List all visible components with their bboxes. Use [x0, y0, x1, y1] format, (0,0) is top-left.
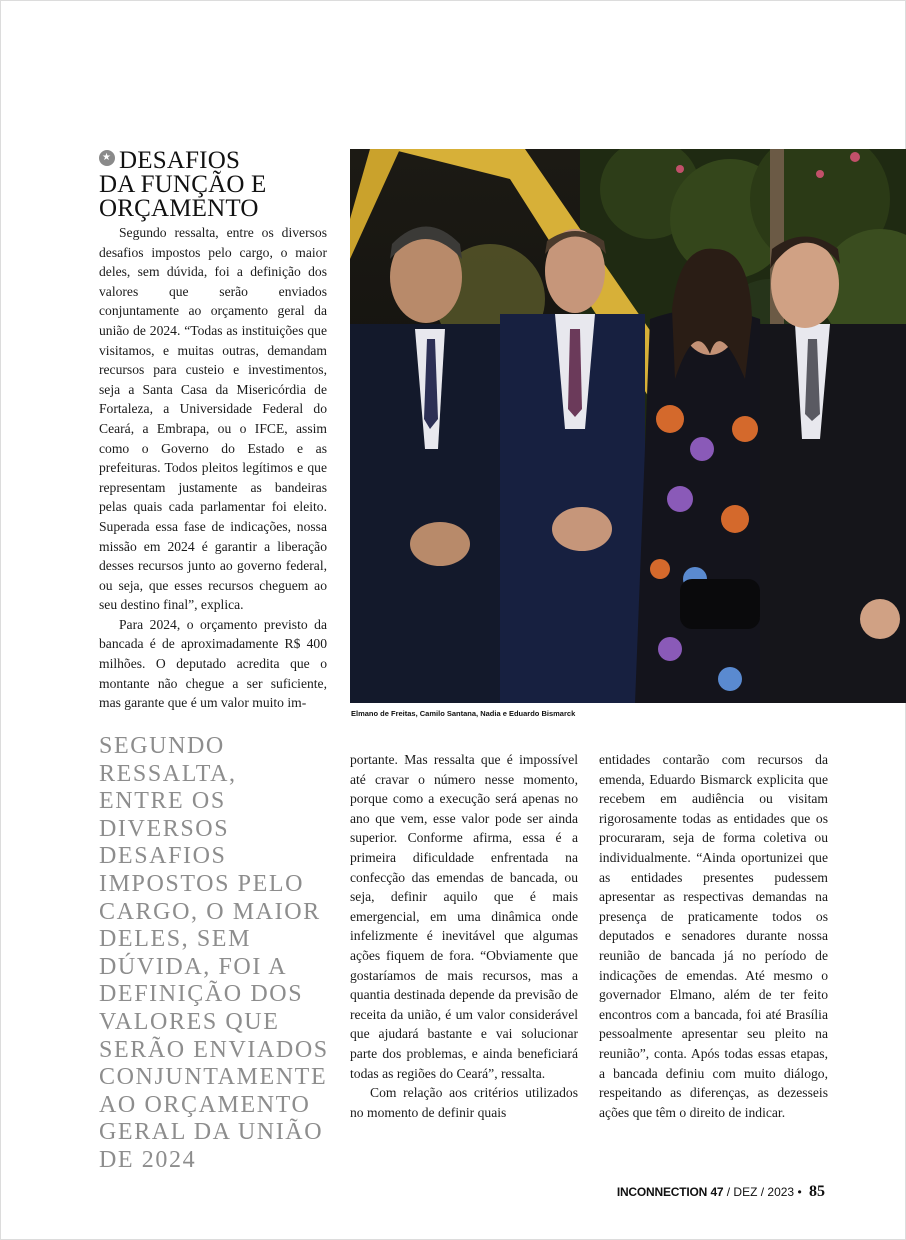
footer-separator: • [797, 1185, 802, 1199]
heading-line-3: ORÇAMENTO [99, 195, 259, 222]
paragraph: Segundo ressalta, entre os diversos desafios impostos pelo cargo, o maior deles, sem dúvida, foi a definição dos valores que serão enviados conjuntamente ao orçamento geral da união de 2024. “Todas as instituições que visitamos, e muitas outras, demandam recursos para custeio e investimentos, seja a Santa Casa da Misericórdia de Fortaleza, a Universidade Federal do Ceará, a Embrapa, ou o IFCE, assim como o Governo do Estado e as prefeituras. Todos pleitos legítimos e que representam justamente as bandeiras pelas quais cada parlamentar foi eleito. Superada essa fase de indicações, nossa missão em 2024 é garantir a liberação desses recursos junto ao governo federal, ou seja, que esses recursos cheguem ao seu destino final”, explica. [99, 225, 327, 613]
heading-line-1: DESAFIOS [119, 147, 241, 174]
text-column-1 [99, 223, 327, 713]
heading-line-2: DA FUNÇÃO E [99, 171, 267, 198]
group-photo-illustration [350, 149, 906, 703]
page-footer [617, 1183, 825, 1201]
star-bullet-icon [99, 150, 115, 166]
photo-caption: Elmano de Freitas, Camilo Santana, Nadia e Eduardo Bismarck [351, 709, 576, 718]
page-number: 85 [809, 1183, 825, 1200]
issue-date: / DEZ / 2023 [726, 1185, 795, 1199]
pull-quote: SEGUNDO RESSALTA, ENTRE OS DIVERSOS DESAFIOS IMPOSTOS PELO CARGO, O MAIOR DELES, SEM DÚVIDA, FOI A DEFINIÇÃO DOS VALORES QUE SERÃO ENVIADOS CONJUNTAMENTE AO ORÇAMENTO GERAL DA UNIÃO DE 2024 [99, 733, 329, 1173]
text-column-3 [599, 750, 828, 1122]
paragraph: entidades contarão com recursos da emenda, Eduardo Bismarck explicita que recebem em audiência ou visitam rigorosamente todas as entidades que os procuraram, seja de forma coletiva ou individualmente. “Ainda oportunizei que as entidades presentes pudessem apresentar as respectivas demandas na presença de praticamente todos os deputados e senadores durante nossa reunião de bancada já no período de indicações de emendas. Até mesmo o governador Elmano, além de ter feito encontros com a bancada, foi até Brasília pessoalmente apresentar seu pleito na reunião”, conta. Após todas essas etapas, a bancada definiu com muito diálogo, respeitando as diferenças, as dezesseis ações que têm o direito de indicar. [599, 752, 828, 1120]
section-heading [99, 149, 339, 221]
magazine-brand: INCONNECTION [616, 1185, 708, 1199]
paragraph: Para 2024, o orçamento previsto da bancada é de aproximadamente R$ 400 milhões. O deputado acredita que o montante não chegue a ser suficiente, mas garante que é um valor muito im- [99, 616, 327, 711]
event-photo [350, 149, 906, 703]
paragraph: Com relação aos critérios utilizados no momento de definir quais [350, 1085, 578, 1120]
text-column-2 [350, 750, 578, 1122]
paragraph: portante. Mas ressalta que é impossível até cravar o número nesse momento, porque como a execução será apenas no ano que vem, esse valor pode ser ainda superior. Conforme afirma, essa é a primeira dificuldade enfrentada na confecção das emendas de bancada, ou seja, definir aquilo que é mais emergencial, em uma dinâmica onde infelizmente é inevitável que algumas ações fiquem de fora. “Obviamente que gostaríamos de mais recursos, mas a quantia destinada depende da previsão de receita da união, é um valor considerável que ajudará bastante e vai solucionar parte dos problemas, e ainda beneficiará todas as regiões do Ceará”, ressalta. [350, 752, 578, 1081]
issue-number: 47 [710, 1185, 724, 1199]
